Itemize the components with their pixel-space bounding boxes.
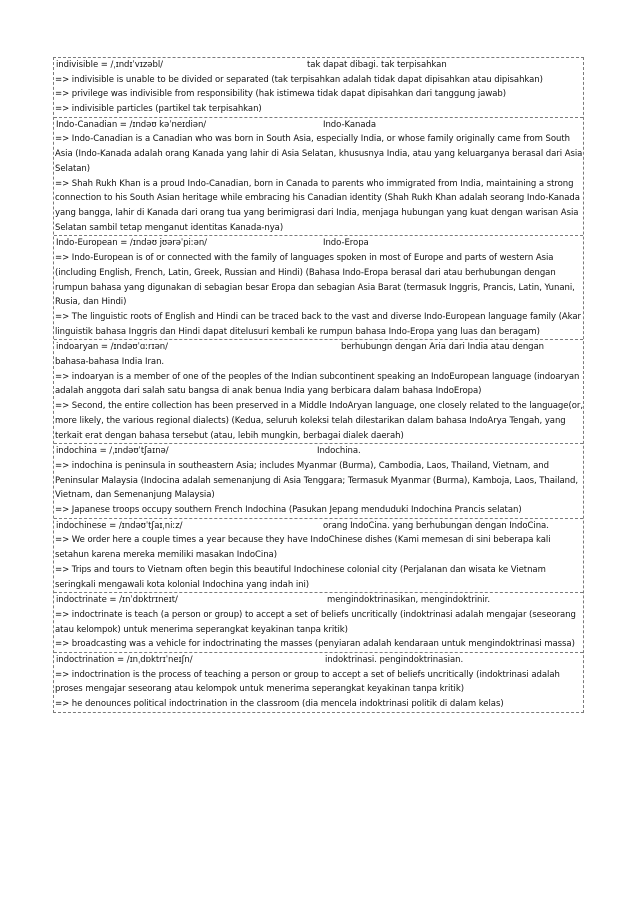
entry-example-line: => privilege was indivisible from responsibility (hak istimewa tidak dapat dipisahkan dari tanggung jawab) — [55, 89, 507, 100]
entry-term: indochina = /ˌɪndəʊˈtʃaɪnə/ — [56, 446, 169, 457]
entry-headline — [55, 444, 583, 459]
entry-example-line: => Indo-Canadian is a Canadian who was born in South Asia, especially India, or whose family originally came from South Asia (Indo-Kanada adalah orang Kanada yang lahir di Asia Selatan, khususnya India, atau yang keluarganya berasal dari Asia Selatan) — [55, 134, 583, 174]
entry-term: Indo-Canadian = /ɪndəʊ kəˈneɪdiən/ — [56, 119, 207, 130]
entry-meaning: indoktrinasi. pengindoktrinasian. — [325, 655, 464, 666]
entry-headline — [55, 236, 583, 251]
entry-term: indivisible = /ˌɪndɪˈvɪzəbl/ — [56, 60, 163, 70]
entry-example-line: bahasa-bahasa India Iran. — [55, 357, 165, 367]
entry-example-line: => indivisible is unable to be divided or separated (tak terpisahkan adalah tidak dapat dipisahkan atau dipisahkan) — [55, 74, 543, 85]
entry-headline — [55, 118, 583, 133]
entry-term: Indo-European = /ɪndəʊ jʊərəˈpiːən/ — [56, 238, 207, 249]
entry-example-line: => Trips and tours to Vietnam often begin this beautiful Indochinese colonial city (Perjalanan dan wisata ke Vietnam seringkali mengawali kota kolonial Indochina yang indah ini) — [55, 564, 546, 590]
entry-example-line: => Shah Rukh Khan is a proud Indo-Canadian, born in Canada to parents who immigrated from India, maintaining a strong connection to his South Asian heritage while embracing his Canadian identity (Shah Rukh Khan adalah seorang Indo-Kanada yang bangga, lahir di Kanada dari orang tua yang berimigrasi dari India, menjaga hubungan yang kuat dengan warisan Asia Selatan sambil tetap menganut identitas Kanada-nya) — [55, 178, 580, 233]
entry-example-line: => Japanese troops occupy southern French Indochina (Pasukan Jepang menduduki Indochina Prancis selatan) — [55, 505, 522, 516]
entry-meaning: Indo-Kanada — [323, 119, 376, 130]
entry-example-line: => indochina is peninsula in southeastern Asia; includes Myanmar (Burma), Cambodia, Laos, Thailand, Vietnam, and Peninsular Malaysia (Indocina adalah semenanjung di Asia Tenggara; Termasuk Myanmar (Burma), Kamboja, Laos, Thailand, Vietnam, dan Semenanjung Malaysia) — [55, 460, 579, 501]
entry-meaning: Indochina. — [317, 446, 361, 457]
dictionary-entry — [54, 519, 583, 594]
dictionary-sheet — [53, 57, 584, 713]
entry-example-line: => Indo-European is of or connected with the family of languages spoken in most of Europe and parts of western Asia (including English, French, Latin, Greek, Russian and Hindi) (Bahasa Indo-Eropa berasal dari atau berhubungan dengan rumpun bahasa yang digunakan di sebagian besar Eropa dan sebagian Asia Barat (termasuk Inggris, Prancis, Latin, Yunani, Rusia, dan Hindi) — [55, 253, 575, 308]
entry-example-line: => The linguistic roots of English and Hindi can be traced back to the vast and diverse Indo-European language family (Akar linguistik bahasa Inggris dan Hindi dapat ditelusuri kembali ke rumpun bahasa Indo-Eropa yang luas dan beragam) — [55, 311, 581, 337]
entry-headline — [55, 653, 583, 668]
entry-headline — [55, 340, 583, 355]
entry-headline — [55, 58, 583, 73]
entry-example-line: => Second, the entire collection has been preserved in a Middle IndoAryan language, one closely related to the language(or, more likely, the various regional dialects) (Kedua, seluruh koleksi telah dilestarikan dalam bahasa IndoArya Tengah, yang terkait erat dengan bahasa tersebut (atau, lebih mungkin, berbagai dialek daerah) — [55, 401, 583, 441]
entry-example-line: => We order here a couple times a year because they have IndoChinese dishes (Kami memesan di sini beberapa kali setahun karena mereka memiliki masakan IndoCina) — [55, 535, 551, 561]
dictionary-entry — [54, 118, 583, 237]
entry-headline — [55, 593, 583, 608]
entry-term: indoctrination = /ɪnˌdɒktrɪˈneɪʃn/ — [56, 655, 193, 666]
dictionary-entry — [54, 444, 583, 519]
entry-example-line: => he denounces political indoctrination in the classroom (dia mencela indoktrinasi politik di dalam kelas) — [55, 699, 504, 710]
entry-term: indoaryan = /ɪndəʊˈɑːrɪən/ — [56, 342, 168, 353]
entry-meaning: orang IndoCina. yang berhubungan dengan IndoCina. — [323, 520, 549, 531]
entry-example-line: => indoctrination is the process of teaching a person or group to accept a set of beliefs uncritically (indoktrinasi adalah proses mengajar seseorang atau kelompok untuk menerima seperangkat keyakinan tanpa kritik) — [55, 669, 560, 695]
entry-meaning: berhubungn dengan Aria dari India atau dengan — [341, 342, 545, 353]
entry-example-line: => indoaryan is a member of one of the peoples of the Indian subcontinent speaking an IndoEuropean language (indoaryan adalah anggota dari salah satu bangsa di anak benua India yang berbicara dalam bahasa IndoEropa) — [55, 371, 580, 397]
entry-example-line: => indoctrinate is teach (a person or group) to accept a set of beliefs uncritically (indoktrinasi adalah mengajar (seseorang atau kelompok) untuk menerima seperangkat keyakinan tanpa kritik) — [55, 609, 576, 635]
dictionary-entry — [54, 340, 583, 444]
dictionary-entry — [54, 236, 583, 340]
dictionary-entry — [54, 653, 583, 712]
dictionary-entry — [54, 593, 583, 653]
dictionary-entry — [54, 58, 583, 118]
entry-headline — [55, 519, 583, 534]
entry-term: indoctrinate = /ɪnˈdɒktrɪneɪt/ — [56, 595, 178, 606]
entry-example-line: => broadcasting was a vehicle for indoctrinating the masses (penyiaran adalah kendaraan untuk mengindoktrinasi massa) — [55, 639, 575, 650]
entry-example-line: => indivisible particles (partikel tak terpisahkan) — [55, 104, 262, 115]
entry-term: indochinese = /ɪndəʊˈtʃaɪˌniːz/ — [56, 520, 183, 531]
entry-meaning: mengindoktrinasikan, mengindoktrinir. — [327, 595, 490, 606]
entry-meaning: Indo-Eropa — [323, 238, 369, 249]
entry-meaning: tak dapat dibagi. tak terpisahkan — [307, 60, 447, 70]
